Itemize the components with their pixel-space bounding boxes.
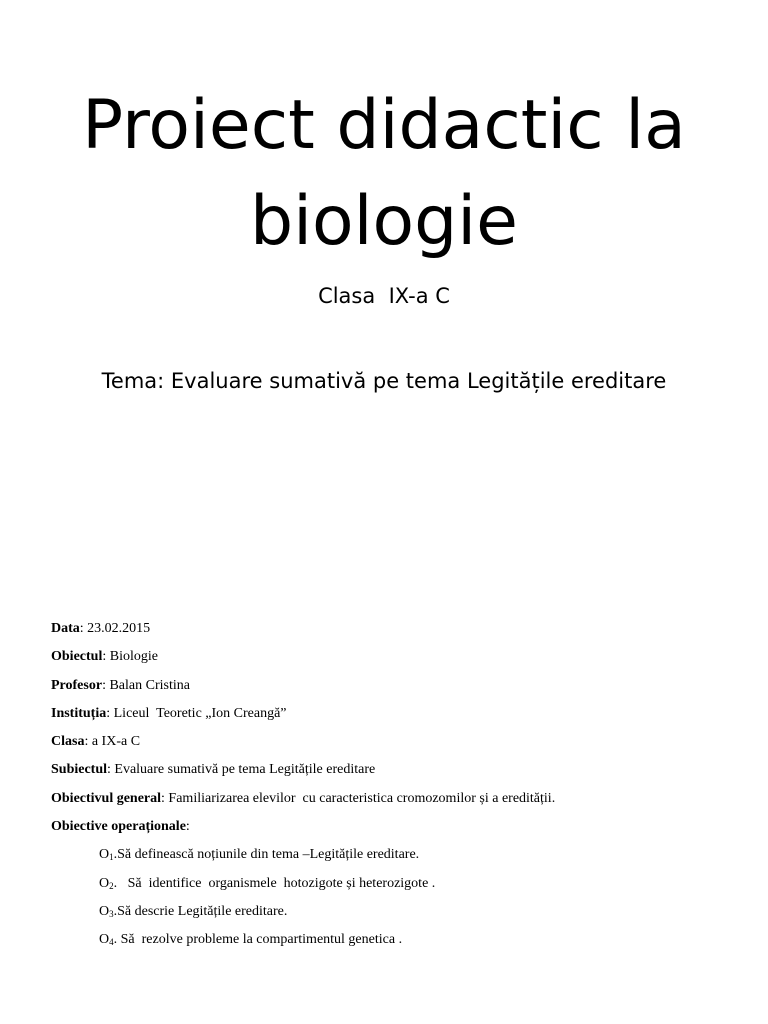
detail-value: : Liceul Teoretic „Ion Creangă” — [106, 705, 287, 721]
objective-index: 2 — [109, 880, 114, 891]
detail-label: Obiectivul general — [51, 790, 162, 806]
detail-value: : a IX-a C — [84, 734, 141, 750]
detail-institution — [51, 703, 751, 731]
detail-teacher — [51, 675, 751, 703]
lesson-details — [51, 618, 751, 958]
class-line: Clasa IX-a C — [318, 284, 450, 308]
objective-item — [51, 901, 751, 929]
detail-value: : Balan Cristina — [102, 677, 190, 693]
detail-value: : Evaluare sumativă pe tema Legitățile ereditare — [107, 762, 376, 778]
objective-code: O — [99, 903, 110, 919]
objective-index: 3 — [109, 908, 114, 919]
theme-line: Tema: Evaluare sumativă pe tema Legitățile ereditare — [101, 369, 667, 393]
detail-label: Clasa — [51, 734, 85, 750]
objective-text: .Să descrie Legitățile ereditare. — [113, 903, 288, 919]
detail-general-objective — [51, 788, 751, 816]
objective-text: . Să identifice organismele hotozigote și heterozigote . — [113, 875, 436, 891]
detail-topic — [51, 759, 751, 787]
detail-value: : Biologie — [102, 649, 158, 665]
objective-item — [51, 844, 751, 872]
objective-index: 1 — [109, 852, 114, 863]
objective-item — [51, 929, 751, 957]
detail-subject — [51, 646, 751, 674]
detail-label: Obiective operaționale — [51, 819, 186, 835]
detail-value: : 23.02.2015 — [79, 621, 151, 636]
detail-date — [51, 618, 751, 646]
detail-label: Data — [51, 621, 80, 636]
detail-operational-objectives — [51, 816, 751, 844]
detail-value: : — [185, 819, 190, 835]
objective-code: O — [99, 847, 110, 863]
document-title: Proiect didactic la biologie — [82, 86, 686, 261]
objective-text: . Să rezolve probleme la compartimentul genetica . — [113, 932, 403, 948]
objective-code: O — [99, 932, 110, 948]
objective-code: O — [99, 875, 110, 891]
detail-value: : Familiarizarea elevilor cu caracteristica cromozomilor și a eredității. — [161, 790, 556, 806]
detail-label: Instituția — [51, 705, 107, 721]
detail-label: Obiectul — [51, 649, 103, 665]
objective-text: .Să definească noțiunile din tema –Legitățile ereditare. — [113, 847, 420, 863]
detail-label: Profesor — [51, 677, 103, 693]
objective-index: 4 — [109, 937, 114, 948]
detail-class — [51, 731, 751, 759]
objective-item — [51, 873, 751, 901]
detail-label: Subiectul — [51, 762, 108, 778]
